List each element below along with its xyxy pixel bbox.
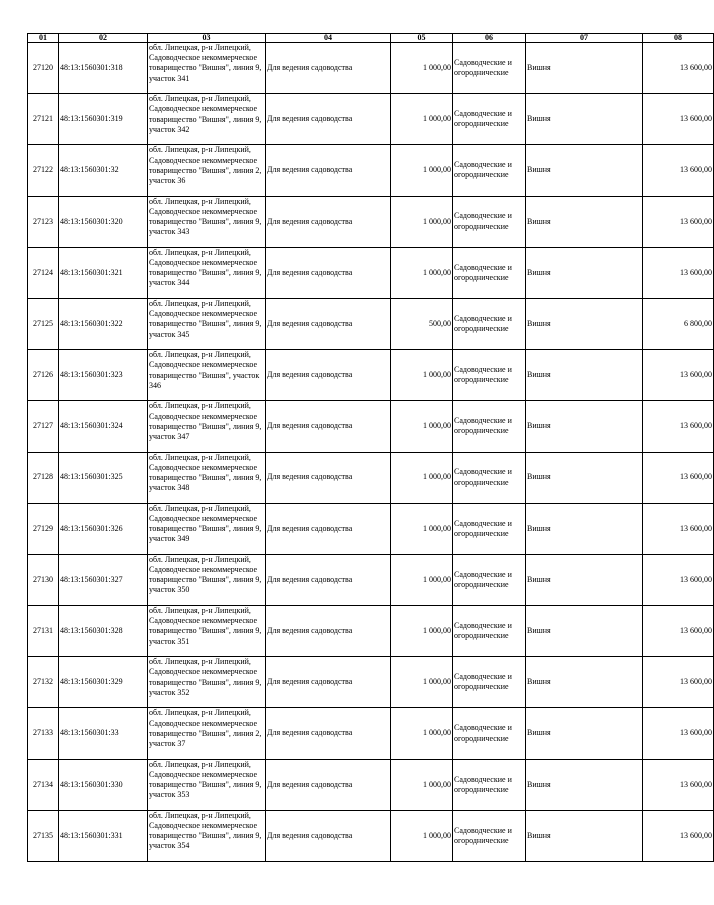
purpose-cell: Для ведения садоводства	[266, 657, 391, 708]
value-cell: 13 600,00	[643, 350, 714, 401]
partnership-name-cell: Вишня	[526, 43, 643, 94]
address-cell: обл. Липецкая, р-н Липецкий, Садоводческое некоммерческое товарищество "Вишня", линия 9, участок 350	[148, 554, 266, 605]
address-cell: обл. Липецкая, р-н Липецкий, Садоводческое некоммерческое товарищество "Вишня", линия 9, участок 348	[148, 452, 266, 503]
cadastral-number-cell: 48:13:1560301:33	[59, 708, 148, 759]
table-row	[28, 350, 714, 401]
cadastral-number-cell: 48:13:1560301:318	[59, 43, 148, 94]
partnership-name-cell: Вишня	[526, 247, 643, 298]
area-cell: 1 000,00	[391, 503, 453, 554]
cadastral-number-cell: 48:13:1560301:330	[59, 759, 148, 810]
category-cell: Садоводческие и огороднические	[453, 247, 526, 298]
area-cell: 1 000,00	[391, 606, 453, 657]
partnership-name-cell: Вишня	[526, 759, 643, 810]
cadastral-number-cell: 48:13:1560301:327	[59, 554, 148, 605]
cadastral-number-cell: 48:13:1560301:322	[59, 298, 148, 349]
value-cell: 6 800,00	[643, 298, 714, 349]
partnership-name-cell: Вишня	[526, 657, 643, 708]
land-plots-table	[27, 33, 714, 862]
record-number-cell: 27134	[28, 759, 59, 810]
address-cell: обл. Липецкая, р-н Липецкий, Садоводческое некоммерческое товарищество "Вишня", линия 9, участок 343	[148, 196, 266, 247]
address-cell: обл. Липецкая, р-н Липецкий, Садоводческое некоммерческое товарищество "Вишня", линия 9, участок 341	[148, 43, 266, 94]
value-cell: 13 600,00	[643, 708, 714, 759]
category-cell: Садоводческие и огороднические	[453, 298, 526, 349]
table-row	[28, 247, 714, 298]
address-cell: обл. Липецкая, р-н Липецкий, Садоводческое некоммерческое товарищество "Вишня", линия 9, участок 351	[148, 606, 266, 657]
purpose-cell: Для ведения садоводства	[266, 196, 391, 247]
value-cell: 13 600,00	[643, 452, 714, 503]
address-cell: обл. Липецкая, р-н Липецкий, Садоводческое некоммерческое товарищество "Вишня", линия 9, участок 354	[148, 810, 266, 861]
category-cell: Садоводческие и огороднические	[453, 145, 526, 196]
area-cell: 1 000,00	[391, 43, 453, 94]
col-header-08: 08	[643, 34, 714, 43]
partnership-name-cell: Вишня	[526, 298, 643, 349]
purpose-cell: Для ведения садоводства	[266, 452, 391, 503]
col-header-02: 02	[59, 34, 148, 43]
record-number-cell: 27126	[28, 350, 59, 401]
col-header-06: 06	[453, 34, 526, 43]
record-number-cell: 27131	[28, 606, 59, 657]
category-cell: Садоводческие и огороднические	[453, 606, 526, 657]
purpose-cell: Для ведения садоводства	[266, 247, 391, 298]
cadastral-number-cell: 48:13:1560301:326	[59, 503, 148, 554]
address-cell: обл. Липецкая, р-н Липецкий, Садоводческое некоммерческое товарищество "Вишня", линия 9, участок 349	[148, 503, 266, 554]
record-number-cell: 27125	[28, 298, 59, 349]
partnership-name-cell: Вишня	[526, 606, 643, 657]
area-cell: 1 000,00	[391, 94, 453, 145]
value-cell: 13 600,00	[643, 43, 714, 94]
value-cell: 13 600,00	[643, 759, 714, 810]
address-cell: обл. Липецкая, р-н Липецкий, Садоводческое некоммерческое товарищество "Вишня", линия 9, участок 353	[148, 759, 266, 810]
partnership-name-cell: Вишня	[526, 350, 643, 401]
partnership-name-cell: Вишня	[526, 94, 643, 145]
cadastral-number-cell: 48:13:1560301:32	[59, 145, 148, 196]
category-cell: Садоводческие и огороднические	[453, 401, 526, 452]
area-cell: 1 000,00	[391, 350, 453, 401]
purpose-cell: Для ведения садоводства	[266, 810, 391, 861]
col-header-01: 01	[28, 34, 59, 43]
table-row	[28, 606, 714, 657]
category-cell: Садоводческие и огороднические	[453, 43, 526, 94]
category-cell: Садоводческие и огороднические	[453, 196, 526, 247]
area-cell: 1 000,00	[391, 452, 453, 503]
cadastral-number-cell: 48:13:1560301:321	[59, 247, 148, 298]
col-header-03: 03	[148, 34, 266, 43]
record-number-cell: 27132	[28, 657, 59, 708]
value-cell: 13 600,00	[643, 810, 714, 861]
table-row	[28, 503, 714, 554]
table-row	[28, 657, 714, 708]
table-row	[28, 554, 714, 605]
header-row	[28, 34, 714, 43]
value-cell: 13 600,00	[643, 94, 714, 145]
table-row	[28, 43, 714, 94]
partnership-name-cell: Вишня	[526, 503, 643, 554]
table-body	[28, 43, 714, 862]
area-cell: 1 000,00	[391, 810, 453, 861]
partnership-name-cell: Вишня	[526, 401, 643, 452]
partnership-name-cell: Вишня	[526, 196, 643, 247]
purpose-cell: Для ведения садоводства	[266, 43, 391, 94]
area-cell: 1 000,00	[391, 145, 453, 196]
value-cell: 13 600,00	[643, 606, 714, 657]
purpose-cell: Для ведения садоводства	[266, 759, 391, 810]
value-cell: 13 600,00	[643, 247, 714, 298]
record-number-cell: 27123	[28, 196, 59, 247]
area-cell: 1 000,00	[391, 247, 453, 298]
table-row	[28, 759, 714, 810]
address-cell: обл. Липецкая, р-н Липецкий, Садоводческое некоммерческое товарищество "Вишня", линия 9, участок 342	[148, 94, 266, 145]
purpose-cell: Для ведения садоводства	[266, 554, 391, 605]
address-cell: обл. Липецкая, р-н Липецкий, Садоводческое некоммерческое товарищество "Вишня", линия 2, участок 37	[148, 708, 266, 759]
purpose-cell: Для ведения садоводства	[266, 298, 391, 349]
table-row	[28, 298, 714, 349]
record-number-cell: 27122	[28, 145, 59, 196]
address-cell: обл. Липецкая, р-н Липецкий, Садоводческое некоммерческое товарищество "Вишня", линия 9, участок 345	[148, 298, 266, 349]
partnership-name-cell: Вишня	[526, 708, 643, 759]
address-cell: обл. Липецкая, р-н Липецкий, Садоводческое некоммерческое товарищество "Вишня", линия 9, участок 344	[148, 247, 266, 298]
address-cell: обл. Липецкая, р-н Липецкий, Садоводческое некоммерческое товарищество "Вишня", линия 9, участок 347	[148, 401, 266, 452]
area-cell: 1 000,00	[391, 759, 453, 810]
area-cell: 1 000,00	[391, 401, 453, 452]
address-cell: обл. Липецкая, р-н Липецкий, Садоводческое некоммерческое товарищество "Вишня", участок 346	[148, 350, 266, 401]
record-number-cell: 27121	[28, 94, 59, 145]
area-cell: 1 000,00	[391, 708, 453, 759]
address-cell: обл. Липецкая, р-н Липецкий, Садоводческое некоммерческое товарищество "Вишня", линия 9, участок 352	[148, 657, 266, 708]
table-row	[28, 94, 714, 145]
category-cell: Садоводческие и огороднические	[453, 94, 526, 145]
purpose-cell: Для ведения садоводства	[266, 145, 391, 196]
category-cell: Садоводческие и огороднические	[453, 657, 526, 708]
record-number-cell: 27129	[28, 503, 59, 554]
cadastral-number-cell: 48:13:1560301:329	[59, 657, 148, 708]
category-cell: Садоводческие и огороднические	[453, 759, 526, 810]
record-number-cell: 27128	[28, 452, 59, 503]
record-number-cell: 27130	[28, 554, 59, 605]
area-cell: 1 000,00	[391, 554, 453, 605]
record-number-cell: 27127	[28, 401, 59, 452]
partnership-name-cell: Вишня	[526, 145, 643, 196]
purpose-cell: Для ведения садоводства	[266, 503, 391, 554]
record-number-cell: 27120	[28, 43, 59, 94]
purpose-cell: Для ведения садоводства	[266, 350, 391, 401]
value-cell: 13 600,00	[643, 503, 714, 554]
col-header-07: 07	[526, 34, 643, 43]
col-header-05: 05	[391, 34, 453, 43]
value-cell: 13 600,00	[643, 657, 714, 708]
address-cell: обл. Липецкая, р-н Липецкий, Садоводческое некоммерческое товарищество "Вишня", линия 2, участок 36	[148, 145, 266, 196]
partnership-name-cell: Вишня	[526, 452, 643, 503]
cadastral-number-cell: 48:13:1560301:328	[59, 606, 148, 657]
category-cell: Садоводческие и огороднические	[453, 708, 526, 759]
cadastral-number-cell: 48:13:1560301:331	[59, 810, 148, 861]
table-row	[28, 401, 714, 452]
area-cell: 1 000,00	[391, 196, 453, 247]
table-row	[28, 708, 714, 759]
purpose-cell: Для ведения садоводства	[266, 606, 391, 657]
cadastral-number-cell: 48:13:1560301:319	[59, 94, 148, 145]
category-cell: Садоводческие и огороднические	[453, 452, 526, 503]
value-cell: 13 600,00	[643, 401, 714, 452]
record-number-cell: 27124	[28, 247, 59, 298]
category-cell: Садоводческие и огороднические	[453, 503, 526, 554]
cadastral-number-cell: 48:13:1560301:324	[59, 401, 148, 452]
table-row	[28, 810, 714, 861]
cadastral-number-cell: 48:13:1560301:325	[59, 452, 148, 503]
record-number-cell: 27133	[28, 708, 59, 759]
category-cell: Садоводческие и огороднические	[453, 554, 526, 605]
partnership-name-cell: Вишня	[526, 810, 643, 861]
value-cell: 13 600,00	[643, 554, 714, 605]
purpose-cell: Для ведения садоводства	[266, 401, 391, 452]
category-cell: Садоводческие и огороднические	[453, 350, 526, 401]
area-cell: 500,00	[391, 298, 453, 349]
category-cell: Садоводческие и огороднические	[453, 810, 526, 861]
cadastral-number-cell: 48:13:1560301:320	[59, 196, 148, 247]
table-row	[28, 196, 714, 247]
table-row	[28, 145, 714, 196]
record-number-cell: 27135	[28, 810, 59, 861]
table-row	[28, 452, 714, 503]
area-cell: 1 000,00	[391, 657, 453, 708]
value-cell: 13 600,00	[643, 196, 714, 247]
partnership-name-cell: Вишня	[526, 554, 643, 605]
cadastral-number-cell: 48:13:1560301:323	[59, 350, 148, 401]
purpose-cell: Для ведения садоводства	[266, 708, 391, 759]
value-cell: 13 600,00	[643, 145, 714, 196]
col-header-04: 04	[266, 34, 391, 43]
purpose-cell: Для ведения садоводства	[266, 94, 391, 145]
